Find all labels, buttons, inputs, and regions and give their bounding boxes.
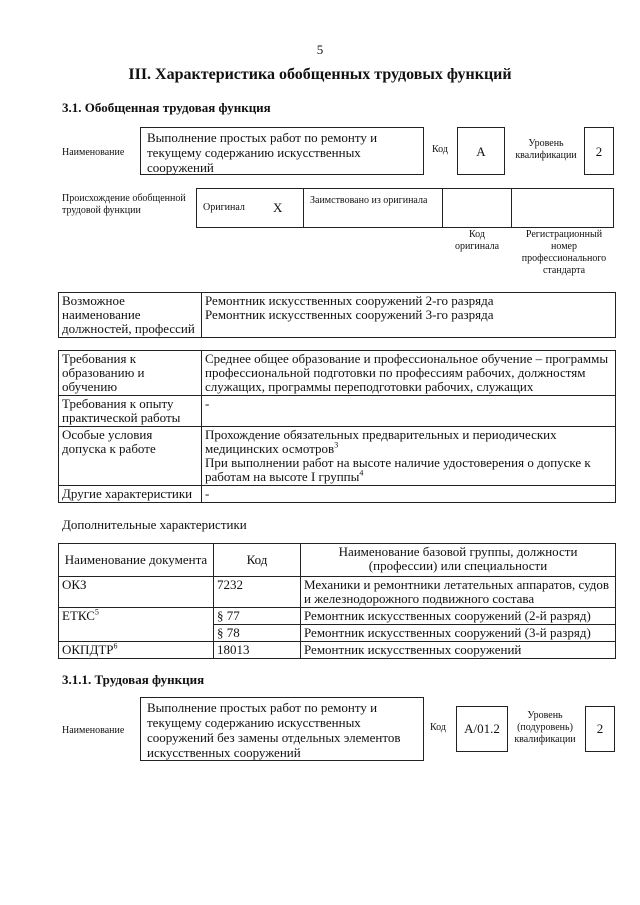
tf-heading: 3.1.1. Трудовая функция [62, 672, 205, 687]
exp-value: - [202, 396, 616, 427]
row-doc: ЕТКС$^5$ [59, 608, 214, 642]
positions-row [59, 293, 616, 338]
positions-values [202, 293, 616, 338]
additional-header-row [59, 544, 616, 577]
col-name-header: Наименование базовой группы, должности (профессии) или специальности [301, 544, 616, 577]
tf-code-box [456, 706, 508, 752]
position-line-1: Ремонтник искусственных сооружений 2-го разряда [205, 293, 494, 308]
row-doc: ОКПДТР$^6$ [59, 642, 214, 659]
other-label: Другие характеристики [59, 486, 202, 503]
tf-code-label: Код [430, 722, 446, 733]
footnote-4: 4 [359, 468, 364, 478]
row-name: Ремонтник искусственных сооружений (3-й разряд) [301, 625, 616, 642]
tf-level-box [585, 706, 615, 752]
page-number: 5 [316, 42, 324, 57]
tf-code-value: A/01.2 [464, 721, 500, 736]
gtf-code-label: Код [432, 144, 448, 155]
original-mark: Х [273, 200, 283, 215]
table-row [59, 608, 616, 625]
positions-label: Возможное наименование должностей, профессий [59, 293, 202, 338]
gtf-code-value: А [476, 144, 486, 159]
row-name: Механики и ремонтники летательных аппаратов, судов и железнодорожного подвижного состава [301, 577, 616, 608]
col-code-header: Код [214, 544, 301, 577]
reg-number-cell [511, 188, 614, 228]
tf-name-box [140, 697, 424, 761]
additional-table [58, 543, 616, 659]
additional-heading: Дополнительные характеристики [62, 517, 247, 532]
special-label: Особые условия допуска к работе [59, 427, 202, 486]
edu-value: Среднее общее образование и профессиональное обучение – программы профессиональной подготовки по профессиям рабочих, должностям служащих, программы переподготовки рабочих, служащих [202, 351, 616, 396]
req-row-other [59, 486, 616, 503]
gtf-name-box [140, 127, 424, 175]
row-code: § 77 [214, 608, 301, 625]
requirements-table [58, 350, 616, 503]
gtf-heading: 3.1. Обобщенная трудовая функция [62, 100, 271, 115]
other-value: - [202, 486, 616, 503]
borrowed-cell [303, 188, 443, 228]
row-code: § 78 [214, 625, 301, 642]
borrowed-label: Заимствовано из оригинала [310, 195, 428, 206]
code-original-caption: Код оригинала [454, 229, 500, 252]
tf-name-value: Выполнение простых работ по ремонту и текущему содержанию искусственных сооружений без замены отдельных элементов искусственных сооружений [147, 700, 401, 760]
req-row-experience [59, 396, 616, 427]
original-cell [196, 188, 304, 228]
footnote-6: 6 [113, 641, 118, 651]
tf-name-label: Наименование [62, 725, 125, 736]
exp-label: Требования к опыту практической работы [59, 396, 202, 427]
gtf-name-value: Выполнение простых работ по ремонту и текущему содержанию искусственных сооружений [147, 130, 378, 175]
special-values [202, 427, 616, 486]
gtf-level-label: Уровень квалификации [515, 138, 577, 161]
tf-level-value: 2 [596, 721, 604, 736]
row-name: Ремонтник искусственных сооружений (2-й разряд) [301, 608, 616, 625]
reg-number-caption: Регистрационный номер профессионального стандарта [521, 229, 607, 276]
table-row [59, 642, 616, 659]
positions-table [58, 292, 616, 338]
row-doc: ОКЗ [59, 577, 214, 608]
row-code: 18013 [214, 642, 301, 659]
req-row-special [59, 427, 616, 486]
section-title: III. Характеристика обобщенных трудовых функций [128, 66, 512, 83]
gtf-level-value: 2 [595, 144, 603, 159]
footnote-5: 5 [94, 607, 99, 617]
req-row-education [59, 351, 616, 396]
edu-label: Требования к образованию и обучению [59, 351, 202, 396]
special-line-1: Прохождение обязательных предварительных и периодических медицинских осмотров$^3$ [205, 427, 557, 456]
origin-label: Происхождение обобщенной трудовой функции [62, 193, 186, 216]
footnote-3: 3 [334, 440, 339, 450]
position-line-2: Ремонтник искусственных сооружений 3-го разряда [205, 307, 494, 322]
code-original-cell [442, 188, 512, 228]
gtf-name-label: Наименование [62, 147, 125, 158]
row-name: Ремонтник искусственных сооружений [301, 642, 616, 659]
original-label: Оригинал [203, 202, 245, 213]
table-row [59, 577, 616, 608]
special-line-2: При выполнении работ на высоте наличие удостоверения о допуске к работам на высоте I группы$^4$ [205, 455, 591, 484]
gtf-code-box [457, 127, 505, 175]
gtf-level-box [584, 127, 614, 175]
row-code: 7232 [214, 577, 301, 608]
tf-level-label: Уровень (подуровень) квалификации [514, 710, 576, 745]
col-doc-header: Наименование документа [59, 544, 214, 577]
